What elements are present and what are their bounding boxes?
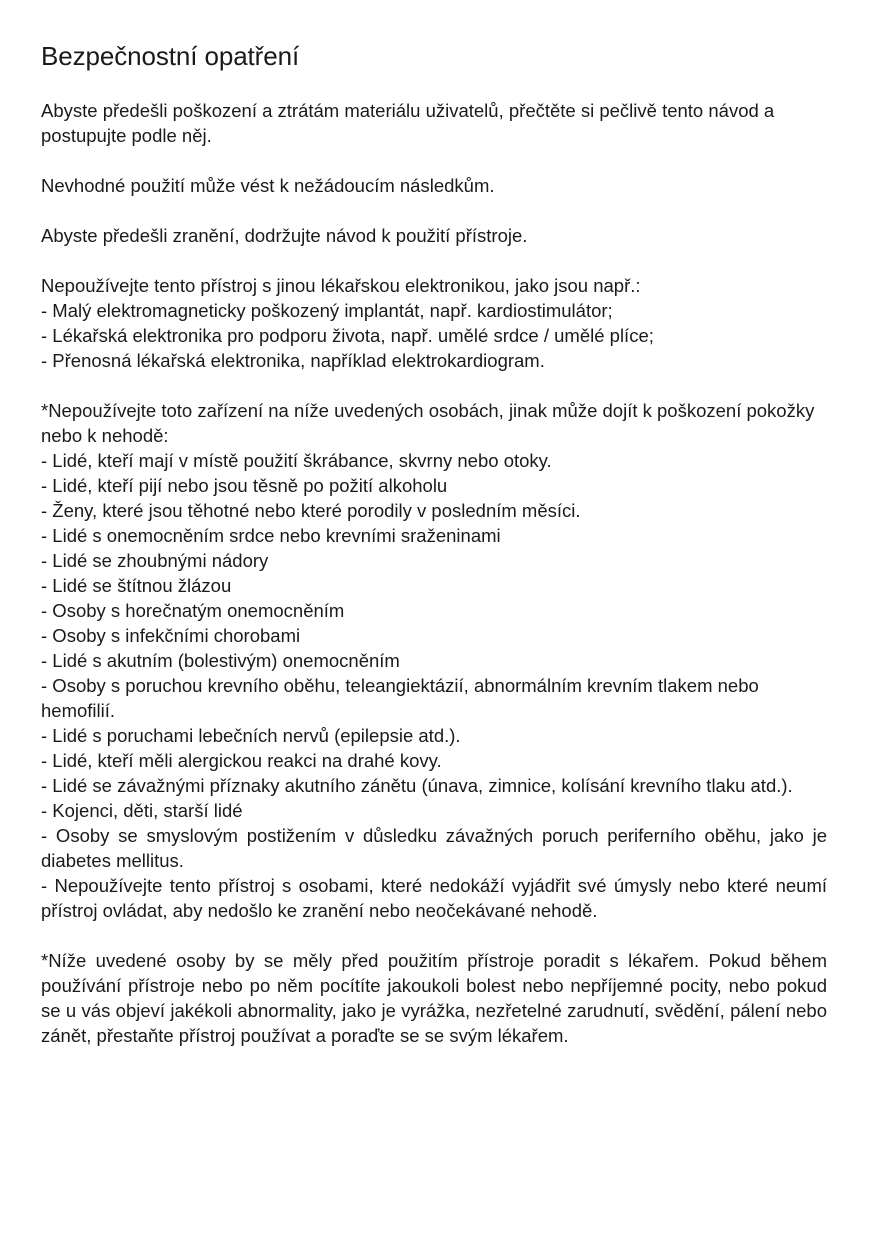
electronics-item: - Lékařská elektronika pro podporu života, např. umělé srdce / umělé plíce;	[41, 325, 654, 346]
persons-item: - Osoby s horečnatým onemocněním	[41, 600, 345, 621]
persons-item: - Lidé se zhoubnými nádory	[41, 550, 269, 571]
persons-item: - Nepoužívejte tento přístroj s osobami, které nedokáží vyjádřit své úmysly nebo které neumí přístroj ovládat, aby nedošlo ke zranění nebo neočekávané nehodě.	[41, 875, 827, 921]
consult-text: *Níže uvedené osoby by se měly před použitím přístroje poradit s lékařem. Pokud během používání přístroje nebo po něm pocítíte jakoukoli bolest nebo nepříjemné pocity, nebo pokud se u vás objeví jakékoli abnormality, jako je vyrážka, nezřetelné zarudnutí, svědění, pálení nebo zánět, přestaňte přístroj používat a poraďte se se svým lékařem.	[41, 950, 827, 1046]
intro-paragraph	[41, 98, 827, 148]
persons-heading: *Nepoužívejte toto zařízení na níže uvedených osobách, jinak může dojít k poškození pokožky nebo k nehodě:	[41, 400, 815, 446]
electronics-item: - Přenosná lékařská elektronika, například elektrokardiogram.	[41, 350, 545, 371]
persons-item: - Lidé s poruchami lebečních nervů (epilepsie atd.).	[41, 725, 461, 746]
intro-text: Abyste předešli poškození a ztrátám materiálu uživatelů, přečtěte si pečlivě tento návod a postupujte podle něj.	[41, 100, 775, 146]
persons-item: - Osoby se smyslovým postižením v důsledku závažných poruch periferního oběhu, jako je diabetes mellitus.	[41, 825, 827, 871]
injury-text: Abyste předešli zranění, dodržujte návod k použití přístroje.	[41, 225, 528, 246]
persons-item: - Lidé, kteří pijí nebo jsou těsně po požití alkoholu	[41, 475, 448, 496]
page-title: Bezpečnostní opatření	[41, 41, 300, 71]
electronics-section	[41, 273, 827, 373]
persons-item: - Lidé se štítnou žlázou	[41, 575, 232, 596]
electronics-item: - Malý elektromagneticky poškozený implantát, např. kardiostimulátor;	[41, 300, 613, 321]
persons-item: - Osoby s infekčními chorobami	[41, 625, 301, 646]
persons-item: - Kojenci, děti, starší lidé	[41, 800, 243, 821]
persons-item: - Ženy, které jsou těhotné nebo které porodily v posledním měsíci.	[41, 500, 581, 521]
persons-item: - Osoby s poruchou krevního oběhu, teleangiektázií, abnormálním krevním tlakem nebo hemofilií.	[41, 675, 759, 721]
persons-item: - Lidé se závažnými příznaky akutního zánětu (únava, zimnice, kolísání krevního tlaku atd.).	[41, 775, 793, 796]
injury-paragraph	[41, 223, 827, 248]
persons-item: - Lidé, kteří mají v místě použití škrábance, skvrny nebo otoky.	[41, 450, 552, 471]
electronics-heading: Nepoužívejte tento přístroj s jinou lékařskou elektronikou, jako jsou např.:	[41, 275, 641, 296]
misuse-paragraph	[41, 173, 827, 198]
document-page	[41, 40, 827, 1073]
persons-item: - Lidé, kteří měli alergickou reakci na drahé kovy.	[41, 750, 442, 771]
persons-section	[41, 398, 827, 923]
misuse-text: Nevhodné použití může vést k nežádoucím následkům.	[41, 175, 495, 196]
persons-item: - Lidé s onemocněním srdce nebo krevními sraženinami	[41, 525, 501, 546]
consult-paragraph	[41, 948, 827, 1048]
persons-item: - Lidé s akutním (bolestivým) onemocněním	[41, 650, 400, 671]
